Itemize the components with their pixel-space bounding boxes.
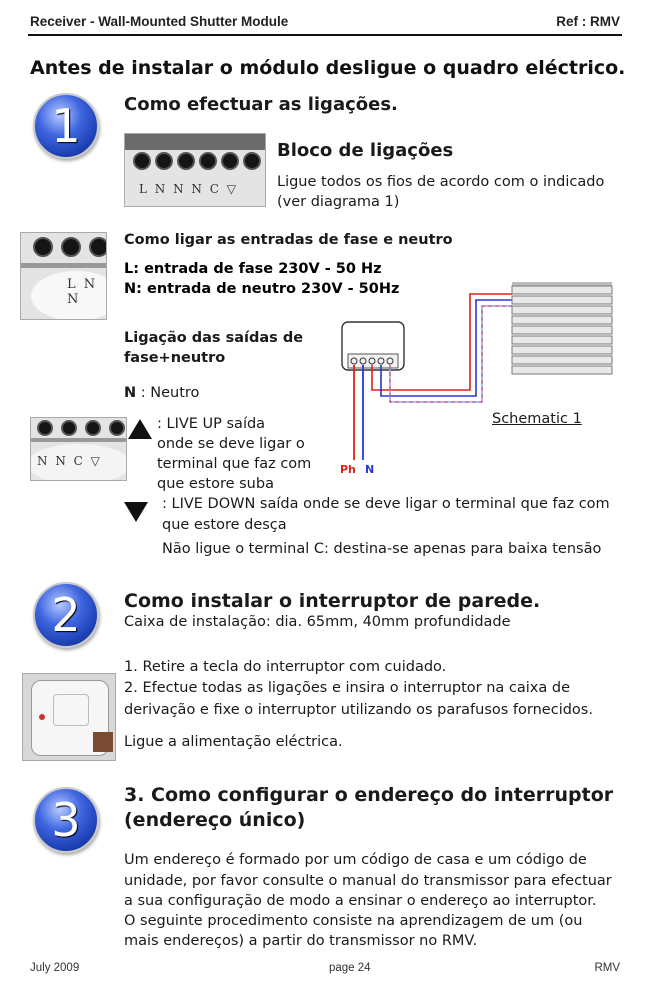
step-3-para-4: O seguinte procedimento consiste na aprendizagem de um (ou xyxy=(124,913,583,929)
arrow-up-icon xyxy=(128,419,152,439)
phase-neutral-heading: Como ligar as entradas de fase e neutro xyxy=(124,232,453,248)
phase-l-text: L: entrada de fase 230V - 50 Hz xyxy=(124,261,382,277)
live-up-line-2: onde se deve ligar o xyxy=(157,436,305,452)
wall-switch-photo xyxy=(22,673,116,761)
ncv-terminal-photo xyxy=(30,417,127,481)
live-up-line-3: terminal que faz com xyxy=(157,456,312,472)
ln-terminal-photo xyxy=(20,232,107,320)
ln-terminal-label: L N N xyxy=(67,277,98,307)
outputs-heading-line-1: Ligação das saídas de xyxy=(124,330,304,346)
arrow-down-icon xyxy=(124,502,148,522)
block-text-line-2: (ver diagrama 1) xyxy=(277,194,400,210)
header-divider xyxy=(28,34,622,36)
block-text-line-1: Ligue todos os fios de acordo com o indicado xyxy=(277,174,605,190)
step-2-line-1: 1. Retire a tecla do interruptor com cuidado. xyxy=(124,659,447,675)
step-2-heading-text: Como instalar o interruptor de parede xyxy=(124,590,533,612)
live-up-line-1: : LIVE UP saída xyxy=(157,416,266,432)
shutter-icon xyxy=(512,282,612,374)
schematic-label: Schematic 1 xyxy=(492,411,582,427)
page-title: Antes de instalar o módulo desligue o quadro eléctrico. xyxy=(30,57,626,79)
step-2-badge-icon: 2 xyxy=(33,582,99,648)
step-2-subtitle: Caixa de instalação: dia. 65mm, 40mm profundidade xyxy=(124,614,511,630)
neutro-text: : Neutro xyxy=(136,385,200,401)
step-2-heading-dot: . xyxy=(532,590,541,612)
block-heading: Bloco de ligações xyxy=(277,140,454,161)
footer-ref: RMV xyxy=(594,962,620,974)
step-1-heading: Como efectuar as ligações. xyxy=(124,94,398,115)
live-down-line-2: que estore desça xyxy=(162,517,287,533)
live-down-line-1: : LIVE DOWN saída onde se deve ligar o terminal que faz com xyxy=(162,496,610,512)
neutro-key: N xyxy=(124,385,137,401)
step-3-para-5: mais endereços) a partir do transmissor no RMV. xyxy=(124,933,478,949)
footer-date: July 2009 xyxy=(30,962,80,974)
no-c-text: Não ligue o terminal C: destina-se apenas para baixa tensão xyxy=(162,541,602,557)
step-3-heading-line-2: (endereço único) xyxy=(124,809,306,831)
header-left: Receiver - Wall-Mounted Shutter Module xyxy=(30,14,289,29)
footer-page: page 24 xyxy=(329,962,371,974)
step-3-para-3: a sua configuração de modo a ensinar o endereço ao interruptor. xyxy=(124,893,597,909)
wiring-schematic xyxy=(330,270,625,485)
outputs-heading-line-2: fase+neutro xyxy=(124,350,226,366)
step-2-heading xyxy=(124,590,540,612)
terminal-block-photo xyxy=(124,133,266,207)
step-2-line-2: 2. Efectue todas as ligações e insira o interruptor na caixa de xyxy=(124,680,570,696)
terminal-block-label: L N N N C ▽ xyxy=(139,182,238,196)
step-2-line-3: derivação e fixe o interruptor utilizando os parafusos fornecidos. xyxy=(124,702,593,718)
step-3-badge-icon: 3 xyxy=(33,787,99,853)
step-3-heading-line-1: 3. Como configurar o endereço do interruptor xyxy=(124,784,614,806)
step-3-para-2: unidade, por favor consulte o manual do transmissor para efectuar xyxy=(124,873,612,889)
step-2-line-4: Ligue a alimentação eléctrica. xyxy=(124,734,343,750)
step-1-badge-icon: 1 xyxy=(33,93,99,159)
neutro-line xyxy=(124,383,199,404)
live-up-line-4: que estore suba xyxy=(157,476,274,492)
header-right: Ref : RMV xyxy=(556,14,620,29)
ncv-terminal-label: N N C ▽ xyxy=(37,454,102,468)
step-3-para-1: Um endereço é formado por um código de casa e um código de xyxy=(124,852,587,868)
ph-label: Ph xyxy=(340,463,356,476)
phase-n-text: N: entrada de neutro 230V - 50Hz xyxy=(124,281,400,297)
n-label: N xyxy=(365,463,375,476)
